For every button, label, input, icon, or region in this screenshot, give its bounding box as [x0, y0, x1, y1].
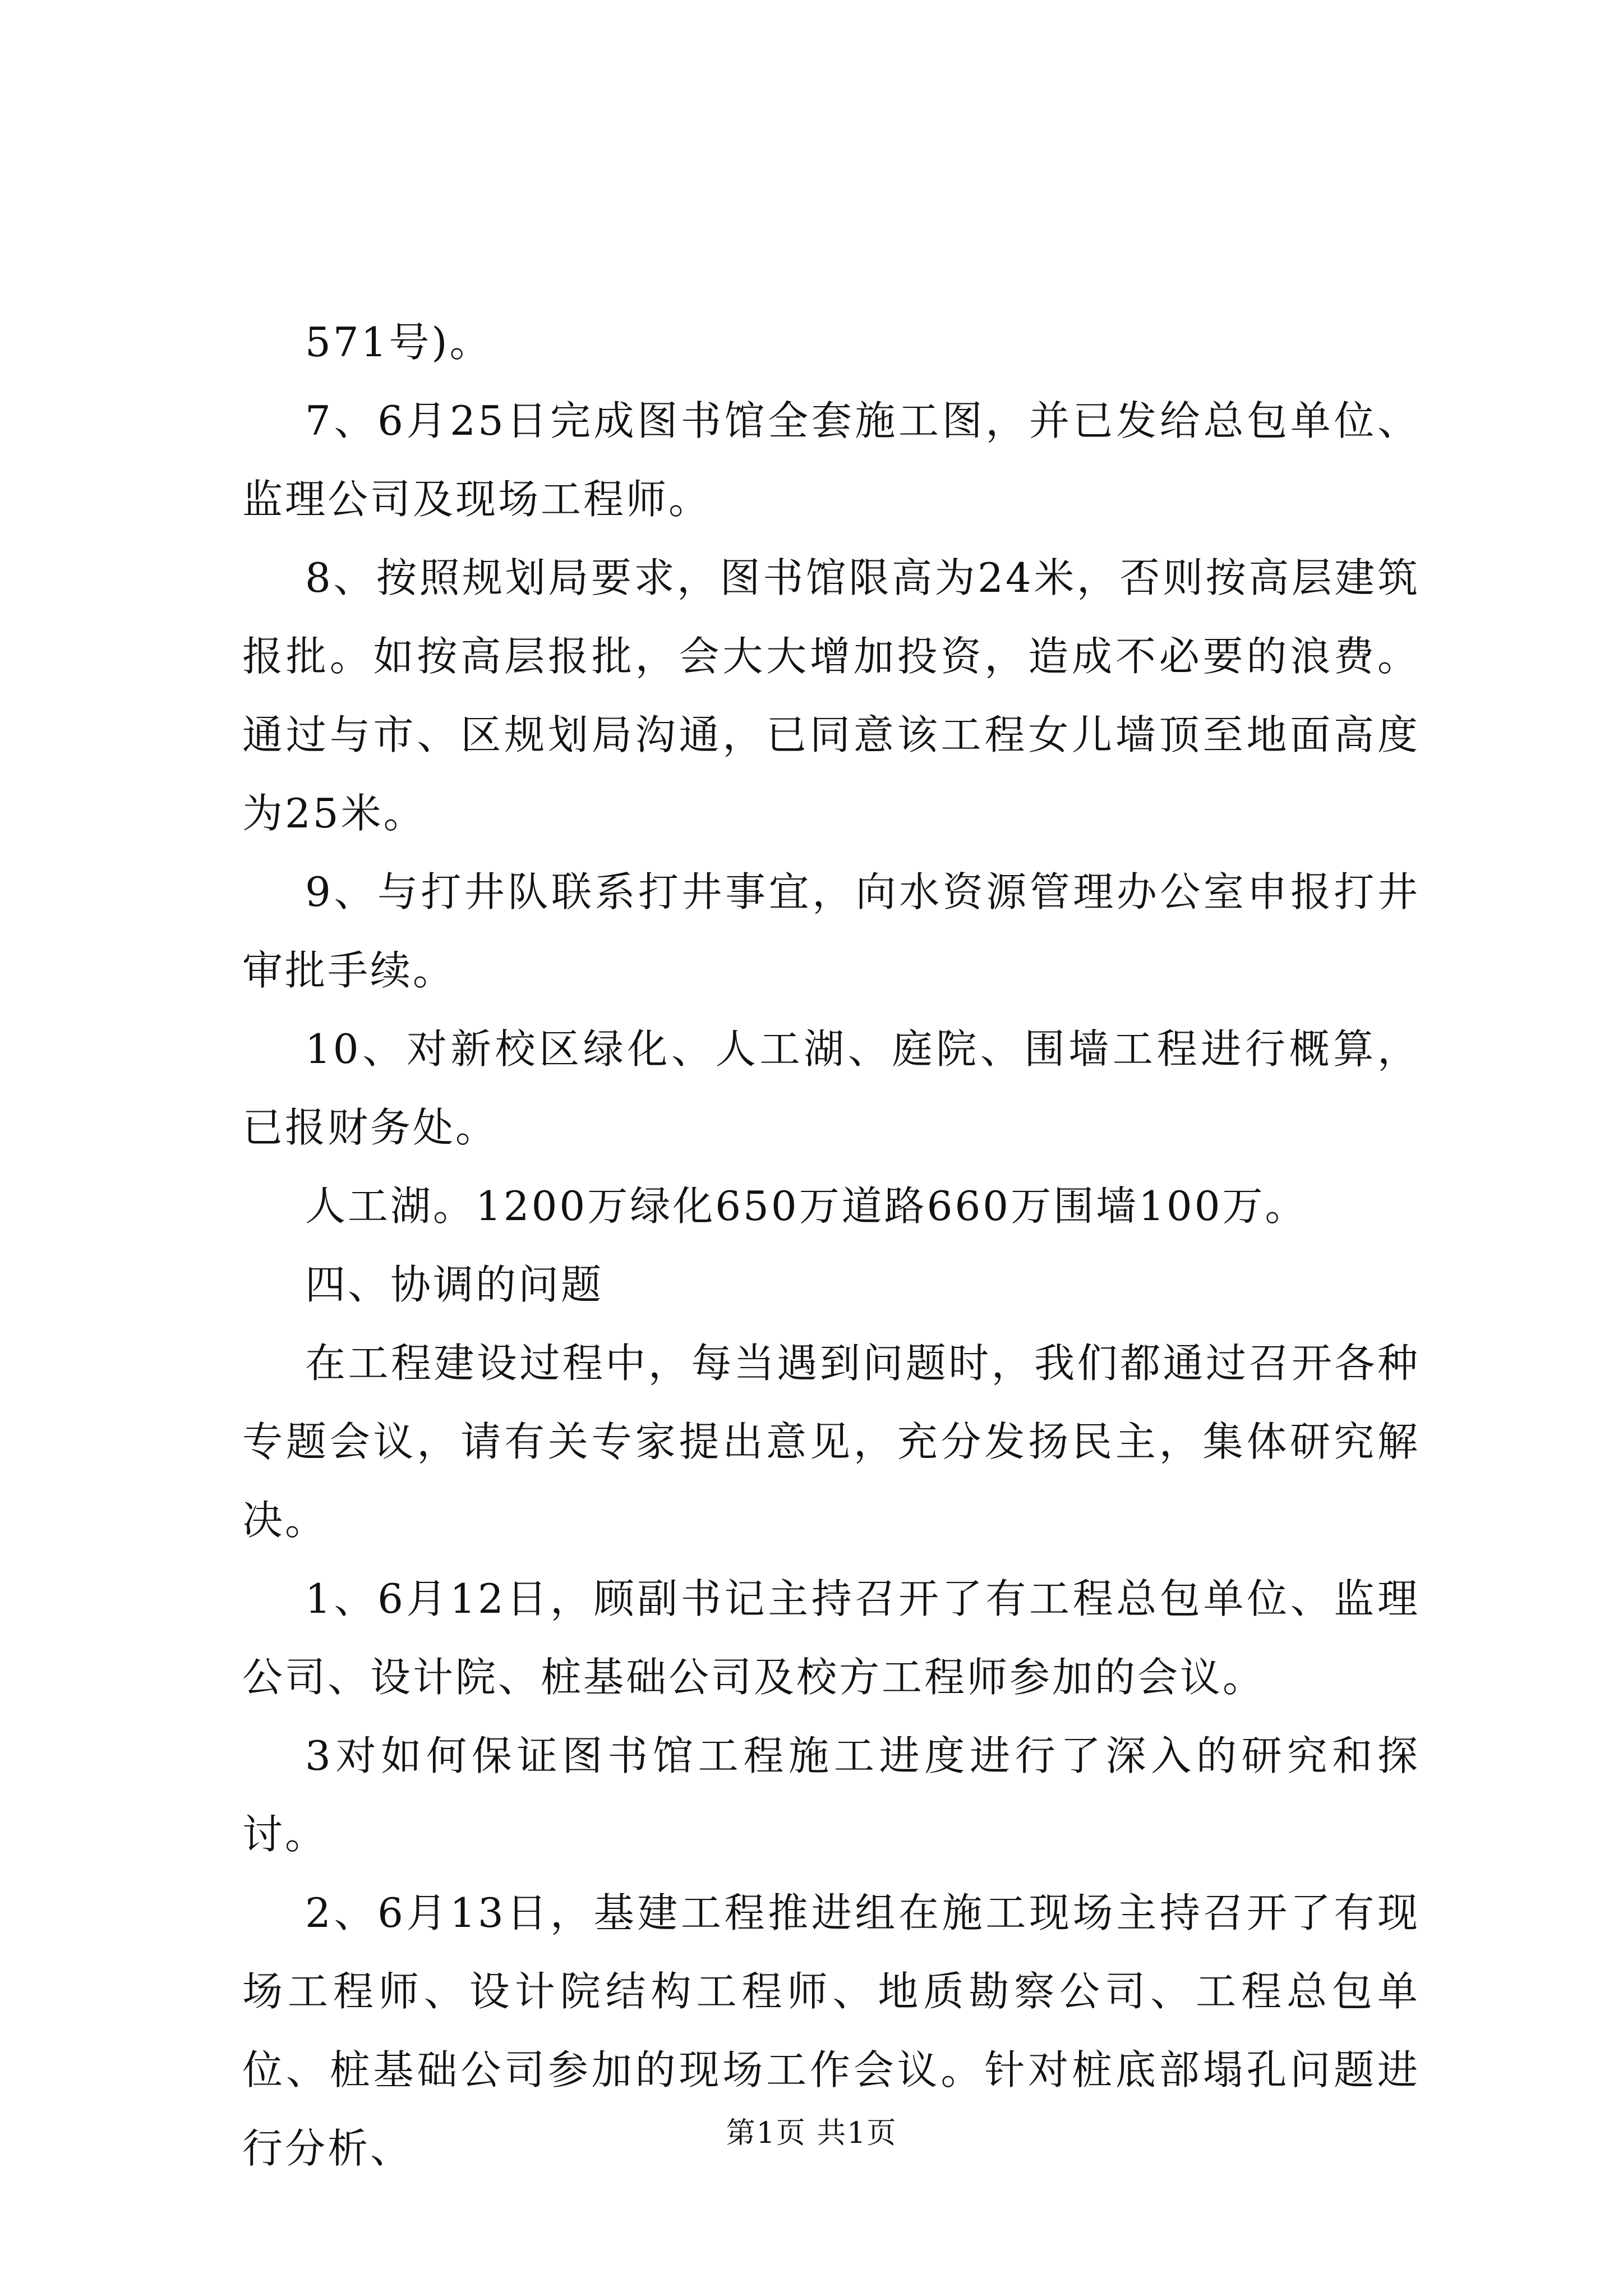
paragraph-meeting-2: 2、6月13日，基建工程推进组在施工现场主持召开了有现场工程师、设计院结构工程师、地质勘察公司、工程总包单位、桩基础公司参加的现场工作会议。针对桩底部塌孔问题进行分析、: [242, 1889, 1420, 2172]
paragraph-continuation: 571号)。: [305, 319, 492, 366]
paragraph-item-10: 10、对新校区绿化、人工湖、庭院、围墙工程进行概算，已报财务处。: [242, 1025, 1420, 1151]
paragraph-item-9: 9、与打井队联系打井事宜，向水资源管理办公室申报打井审批手续。: [242, 868, 1420, 994]
paragraph-meeting-1-detail: 3对如何保证图书馆工程施工进度进行了深入的研究和探讨。: [242, 1732, 1420, 1858]
paragraph-budget: 人工湖。1200万绿化650万道路660万围墙100万。: [305, 1182, 1308, 1230]
paragraph-intro: 在工程建设过程中，每当遇到问题时，我们都通过召开各种专题会议，请有关专家提出意见，充分发扬民主，集体研究解决。: [242, 1340, 1420, 1544]
paragraph-meeting-1: 1、6月12日，顾副书记主持召开了有工程总包单位、监理公司、设计院、桩基础公司及校方工程师参加的会议。: [242, 1575, 1420, 1701]
paragraph-item-8: 8、按照规划局要求，图书馆限高为24米，否则按高层建筑报批。如按高层报批，会大大增加投资，造成不必要的浪费。通过与市、区规划局沟通，已同意该工程女儿墙顶至地面高度为25米。: [242, 554, 1420, 837]
document-body: [242, 303, 1420, 2188]
page-footer: 第1页 共1页: [726, 2116, 897, 2150]
paragraph-item-7: 7、6月25日完成图书馆全套施工图，并已发给总包单位、监理公司及现场工程师。: [242, 397, 1420, 523]
section-heading: 四、协调的问题: [305, 1261, 604, 1308]
